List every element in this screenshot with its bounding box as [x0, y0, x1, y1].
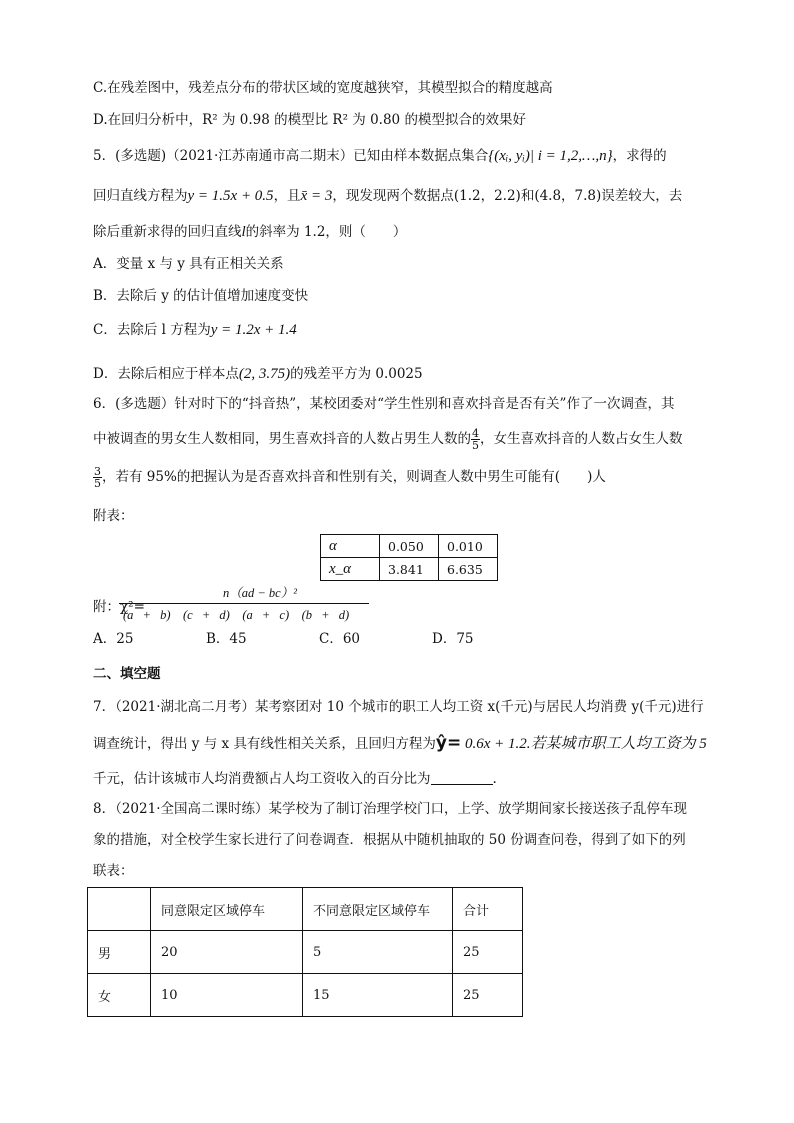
section-heading: 二、填空题: [93, 666, 161, 682]
critical-value-table: [320, 534, 498, 581]
q6-line-2: [93, 428, 683, 451]
q5-text-2c: ，现发现两个数据点(1.2，2.2)和(4.8，7.8)误差较大，去: [332, 188, 683, 204]
q5-stem-b: ，求得的: [612, 148, 667, 164]
table-cell: 合计: [453, 888, 523, 931]
q5-option-a: A．变量 x 与 y 具有正相关关系: [93, 256, 284, 272]
q7-line-2: [93, 733, 707, 754]
q5-option-d-point: (2, 3.75): [238, 366, 291, 382]
q6-frac2-den: 5: [94, 477, 101, 490]
q7-text-3: 千元，估计该城市人均消费额占人均工资收入的百分比为: [93, 771, 431, 787]
table-cell: 女: [88, 974, 151, 1017]
formula-fraction-bar: [119, 603, 369, 604]
table-cell: 不同意限定区域停车: [303, 888, 453, 931]
table-cell: 0.010: [439, 535, 498, 558]
table-cell: 6.635: [439, 558, 498, 581]
table-row: [88, 974, 523, 1017]
q6-fraction-1: [471, 428, 480, 451]
q6-option: C．60: [319, 631, 361, 647]
q6-text-2a: 中被调查的男女生人数相同，男生喜欢抖音的人数占男生人数的: [93, 431, 471, 447]
table-cell: [88, 888, 151, 931]
q7-line-3: [93, 769, 497, 789]
q5-line-2: [93, 186, 682, 206]
table-cell: 3.841: [380, 558, 439, 581]
q6-text-2b: ，女生喜欢抖音的人数占女生人数: [480, 431, 683, 447]
q7-text-2a: 调查统计，得出 y 与 x 具有线性相关关系，且回归方程为: [93, 736, 436, 752]
q6-frac1-num: 4: [472, 427, 479, 440]
q5-option-d-suffix: 的残差平方为 0.0025: [290, 366, 423, 382]
q5-option-c: [93, 320, 297, 340]
table-cell: 0.050: [380, 535, 439, 558]
q6-frac1-den: 5: [472, 439, 479, 452]
q5-xbar: x̄ = 3: [300, 188, 333, 204]
table-row: [88, 931, 523, 974]
q7-yhat: ŷ=: [435, 733, 462, 753]
q5-line-3: [93, 222, 406, 242]
q5-text-3b: 的斜率为 1.2，则（ ）: [245, 224, 407, 240]
q6-line-3: [93, 466, 606, 489]
chi-square-formula: [93, 583, 383, 623]
q5-option-d-prefix: D．去除后相应于样本点: [93, 366, 239, 382]
q5-text-3a: 除后重新求得的回归直线: [93, 224, 242, 240]
table-row: [321, 558, 498, 581]
q6-fraction-2: [93, 466, 102, 489]
appendix-label: 附表：: [93, 508, 134, 524]
q5-regression-eq: y = 1.5x + 0.5: [187, 188, 274, 204]
q6-frac2-num: 3: [94, 465, 101, 478]
q7-line-1: 7．（2021·湖北高二月考）某考察团对 10 个城市的职工人均工资 x(千元)与居民人均消费 y(千元)进行: [93, 699, 704, 715]
table-row: [321, 535, 498, 558]
table-cell: 5: [303, 931, 453, 974]
q8-line-2: 象的措施，对全校学生家长进行了问卷调查．根据从中随机抽取的 50 份调查问卷，得到了如下的列: [93, 832, 686, 848]
q5-text-2a: 回归直线方程为: [93, 188, 188, 204]
q6-options: [93, 629, 545, 649]
q6-text-3: ，若有 95%的把握认为是否喜欢抖音和性别有关，则调查人数中男生可能有( )人: [102, 469, 606, 485]
table-cell: 25: [453, 974, 523, 1017]
q7-period: .: [492, 771, 497, 787]
q6-option: A．25: [93, 631, 134, 647]
option-d-text: D.在回归分析中，R² 为 0.98 的模型比 R² 为 0.80 的模型拟合的效果好: [93, 112, 526, 128]
table-cell: 25: [453, 931, 523, 974]
table-cell: x_α: [321, 558, 380, 581]
table-cell: 男: [88, 931, 151, 974]
formula-label: 附：χ²=: [93, 599, 145, 615]
q5-option-d: [93, 364, 423, 384]
answer-blank[interactable]: [431, 770, 493, 785]
table-cell: 20: [151, 931, 303, 974]
option-c-text: C.在残差图中，残差点分布的带状区域的宽度越狭窄，其模型拟合的精度越高: [93, 80, 553, 96]
table-cell: 15: [303, 974, 453, 1017]
q5-option-c-prefix: C．去除后 l 方程为: [93, 322, 211, 338]
q5-set: {(xᵢ, yᵢ)| i = 1,2,…,n}: [488, 148, 613, 164]
q6-line-1: 6．(多选题）针对时下的“抖音热”，某校团委对“学生性别和喜欢抖音是否有关”作了一次调查，其: [93, 396, 675, 412]
formula-denominator: (a + b) (c + d) (a + c) (b + d): [123, 608, 350, 622]
q5-line-l: l: [241, 224, 246, 240]
q5-option-b: B．去除后 y 的估计值增加速度变快: [93, 288, 309, 304]
q8-line-1: 8．（2021·全国高二课时练）某学校为了制订治理学校门口，上学、放学期间家长接送孩子乱停车现: [93, 801, 687, 817]
formula-numerator: n（ad − bc）²: [223, 586, 297, 600]
q8-line-3: 联表：: [93, 863, 134, 879]
table-cell: 10: [151, 974, 303, 1017]
survey-table: [87, 887, 523, 1017]
q5-stem-a: 5．(多选题)（2021·江苏南通市高二期末）已知由样本数据点集合: [93, 148, 489, 164]
table-row: [88, 888, 523, 931]
q5-line-1: [93, 146, 667, 166]
q5-text-2b: ，且: [273, 188, 301, 204]
q5-option-c-eq: y = 1.2x + 1.4: [210, 322, 297, 338]
q6-option: B．45: [206, 631, 247, 647]
q6-option: D．75: [432, 631, 474, 647]
table-cell: α: [321, 535, 380, 558]
table-cell: 同意限定区域停车: [151, 888, 303, 931]
q7-text-2b: 0.6x + 1.2.若某城市职工人均工资为 5: [461, 736, 707, 752]
